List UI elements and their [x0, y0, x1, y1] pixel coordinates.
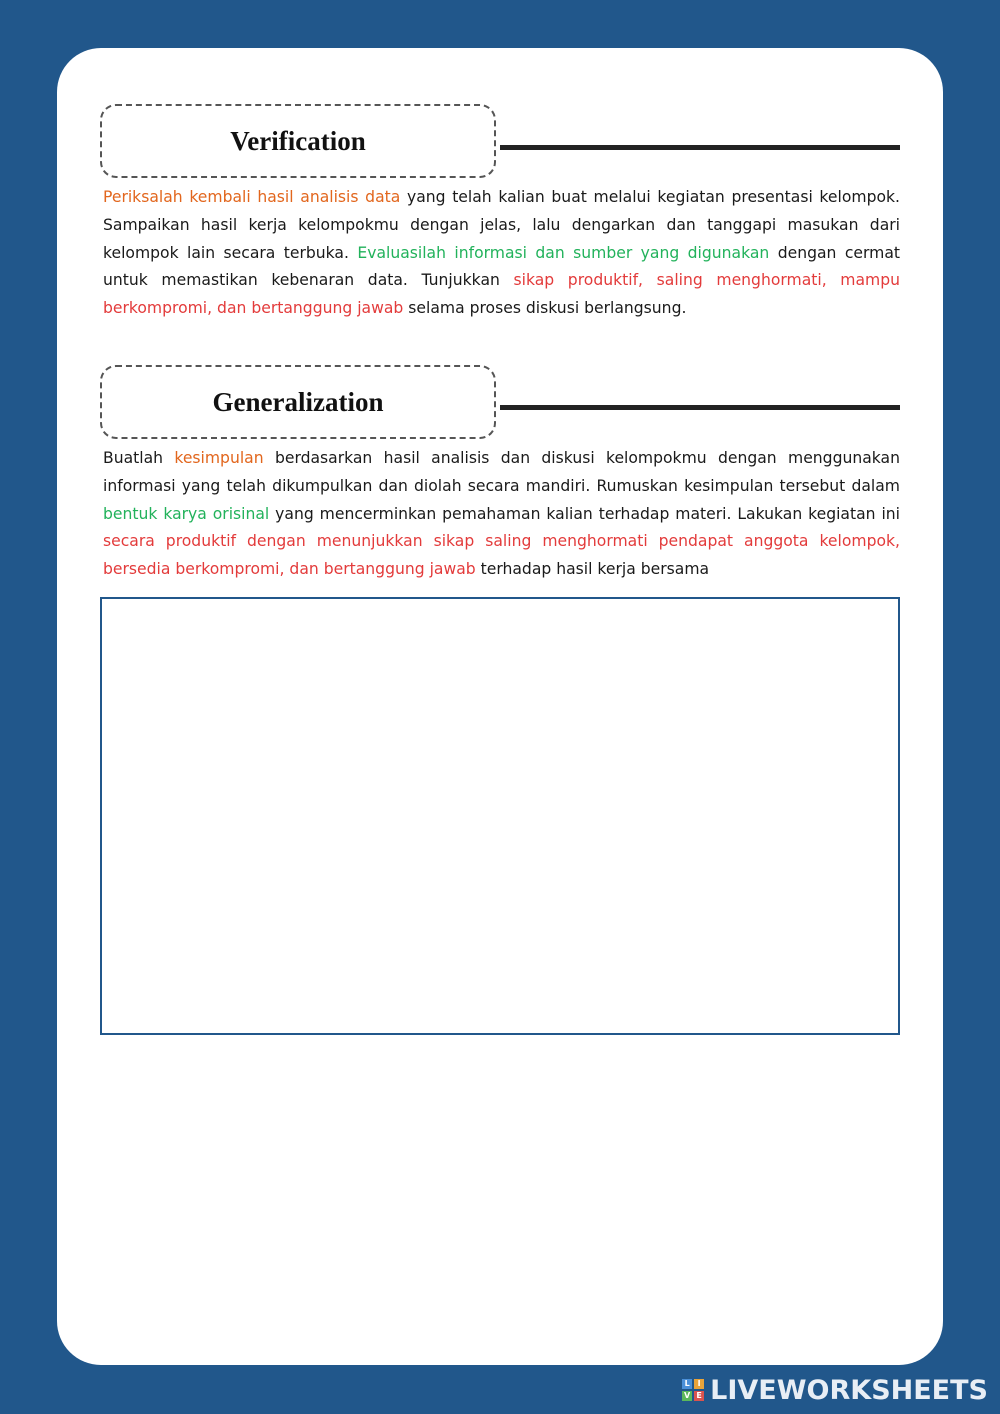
generalization-divider-line: [500, 405, 900, 410]
verification-text-segment: Evaluasilah informasi dan sumber yang digunakan: [357, 243, 770, 262]
verification-text-segment: yang telah kalian buat melalui kegiatan presentasi kelompok. Sampaikan hasil kerja kelompokmu dengan jelas, lalu dengarkan dan tanggapi masukan dari kelompok lain secara terbuka.: [103, 188, 900, 262]
generalization-text-segment: kesimpulan: [174, 449, 264, 467]
generalization-text-segment: secara produktif dengan menunjukkan sikap saling menghormati pendapat anggota kelompok, bersedia berkompromi, dan bertanggung jawab: [103, 532, 900, 579]
answer-text-box[interactable]: [100, 597, 900, 1035]
generalization-header: [100, 365, 900, 437]
verification-divider-line: [500, 145, 900, 150]
verification-text-segment: selama proses diskusi berlangsung.: [403, 299, 687, 318]
logo-letter: L: [682, 1379, 692, 1389]
generalization-text-segment: yang mencerminkan pemahaman kalian terhadap materi. Lakukan kegiatan ini: [269, 504, 900, 523]
verification-text-segment: sikap produktif, saling menghormati, mampu berkompromi, dan bertanggung jawab: [103, 271, 901, 318]
verification-paragraph: [103, 184, 900, 323]
logo-letter: I: [694, 1379, 704, 1389]
generalization-title: Generalization: [100, 365, 496, 439]
verification-header: [100, 104, 900, 176]
generalization-paragraph: [103, 445, 900, 584]
liveworksheets-logo-icon: [682, 1379, 704, 1401]
verification-text-segment: dengan cermat untuk memastikan kebenaran data. Tunjukkan: [103, 243, 901, 290]
logo-letter: V: [684, 1391, 691, 1400]
generalization-text-segment: bentuk karya orisinal: [103, 504, 270, 523]
generalization-text-segment: Buatlah: [103, 449, 175, 467]
generalization-text-segment: terhadap hasil kerja bersama: [475, 560, 710, 579]
verification-text-segment: Periksalah kembali hasil analisis data: [103, 188, 401, 206]
liveworksheets-watermark: [682, 1374, 988, 1406]
generalization-text-segment: berdasarkan hasil analisis dan diskusi kelompokmu dengan menggunakan informasi yang telah dikumpulkan dan diolah secara mandiri. Rumuskan kesimpulan tersebut dalam: [103, 449, 900, 495]
liveworksheets-brand: LIVEWORKSHEETS: [710, 1374, 988, 1406]
verification-title: Verification: [100, 104, 496, 178]
logo-letter: E: [694, 1391, 704, 1401]
